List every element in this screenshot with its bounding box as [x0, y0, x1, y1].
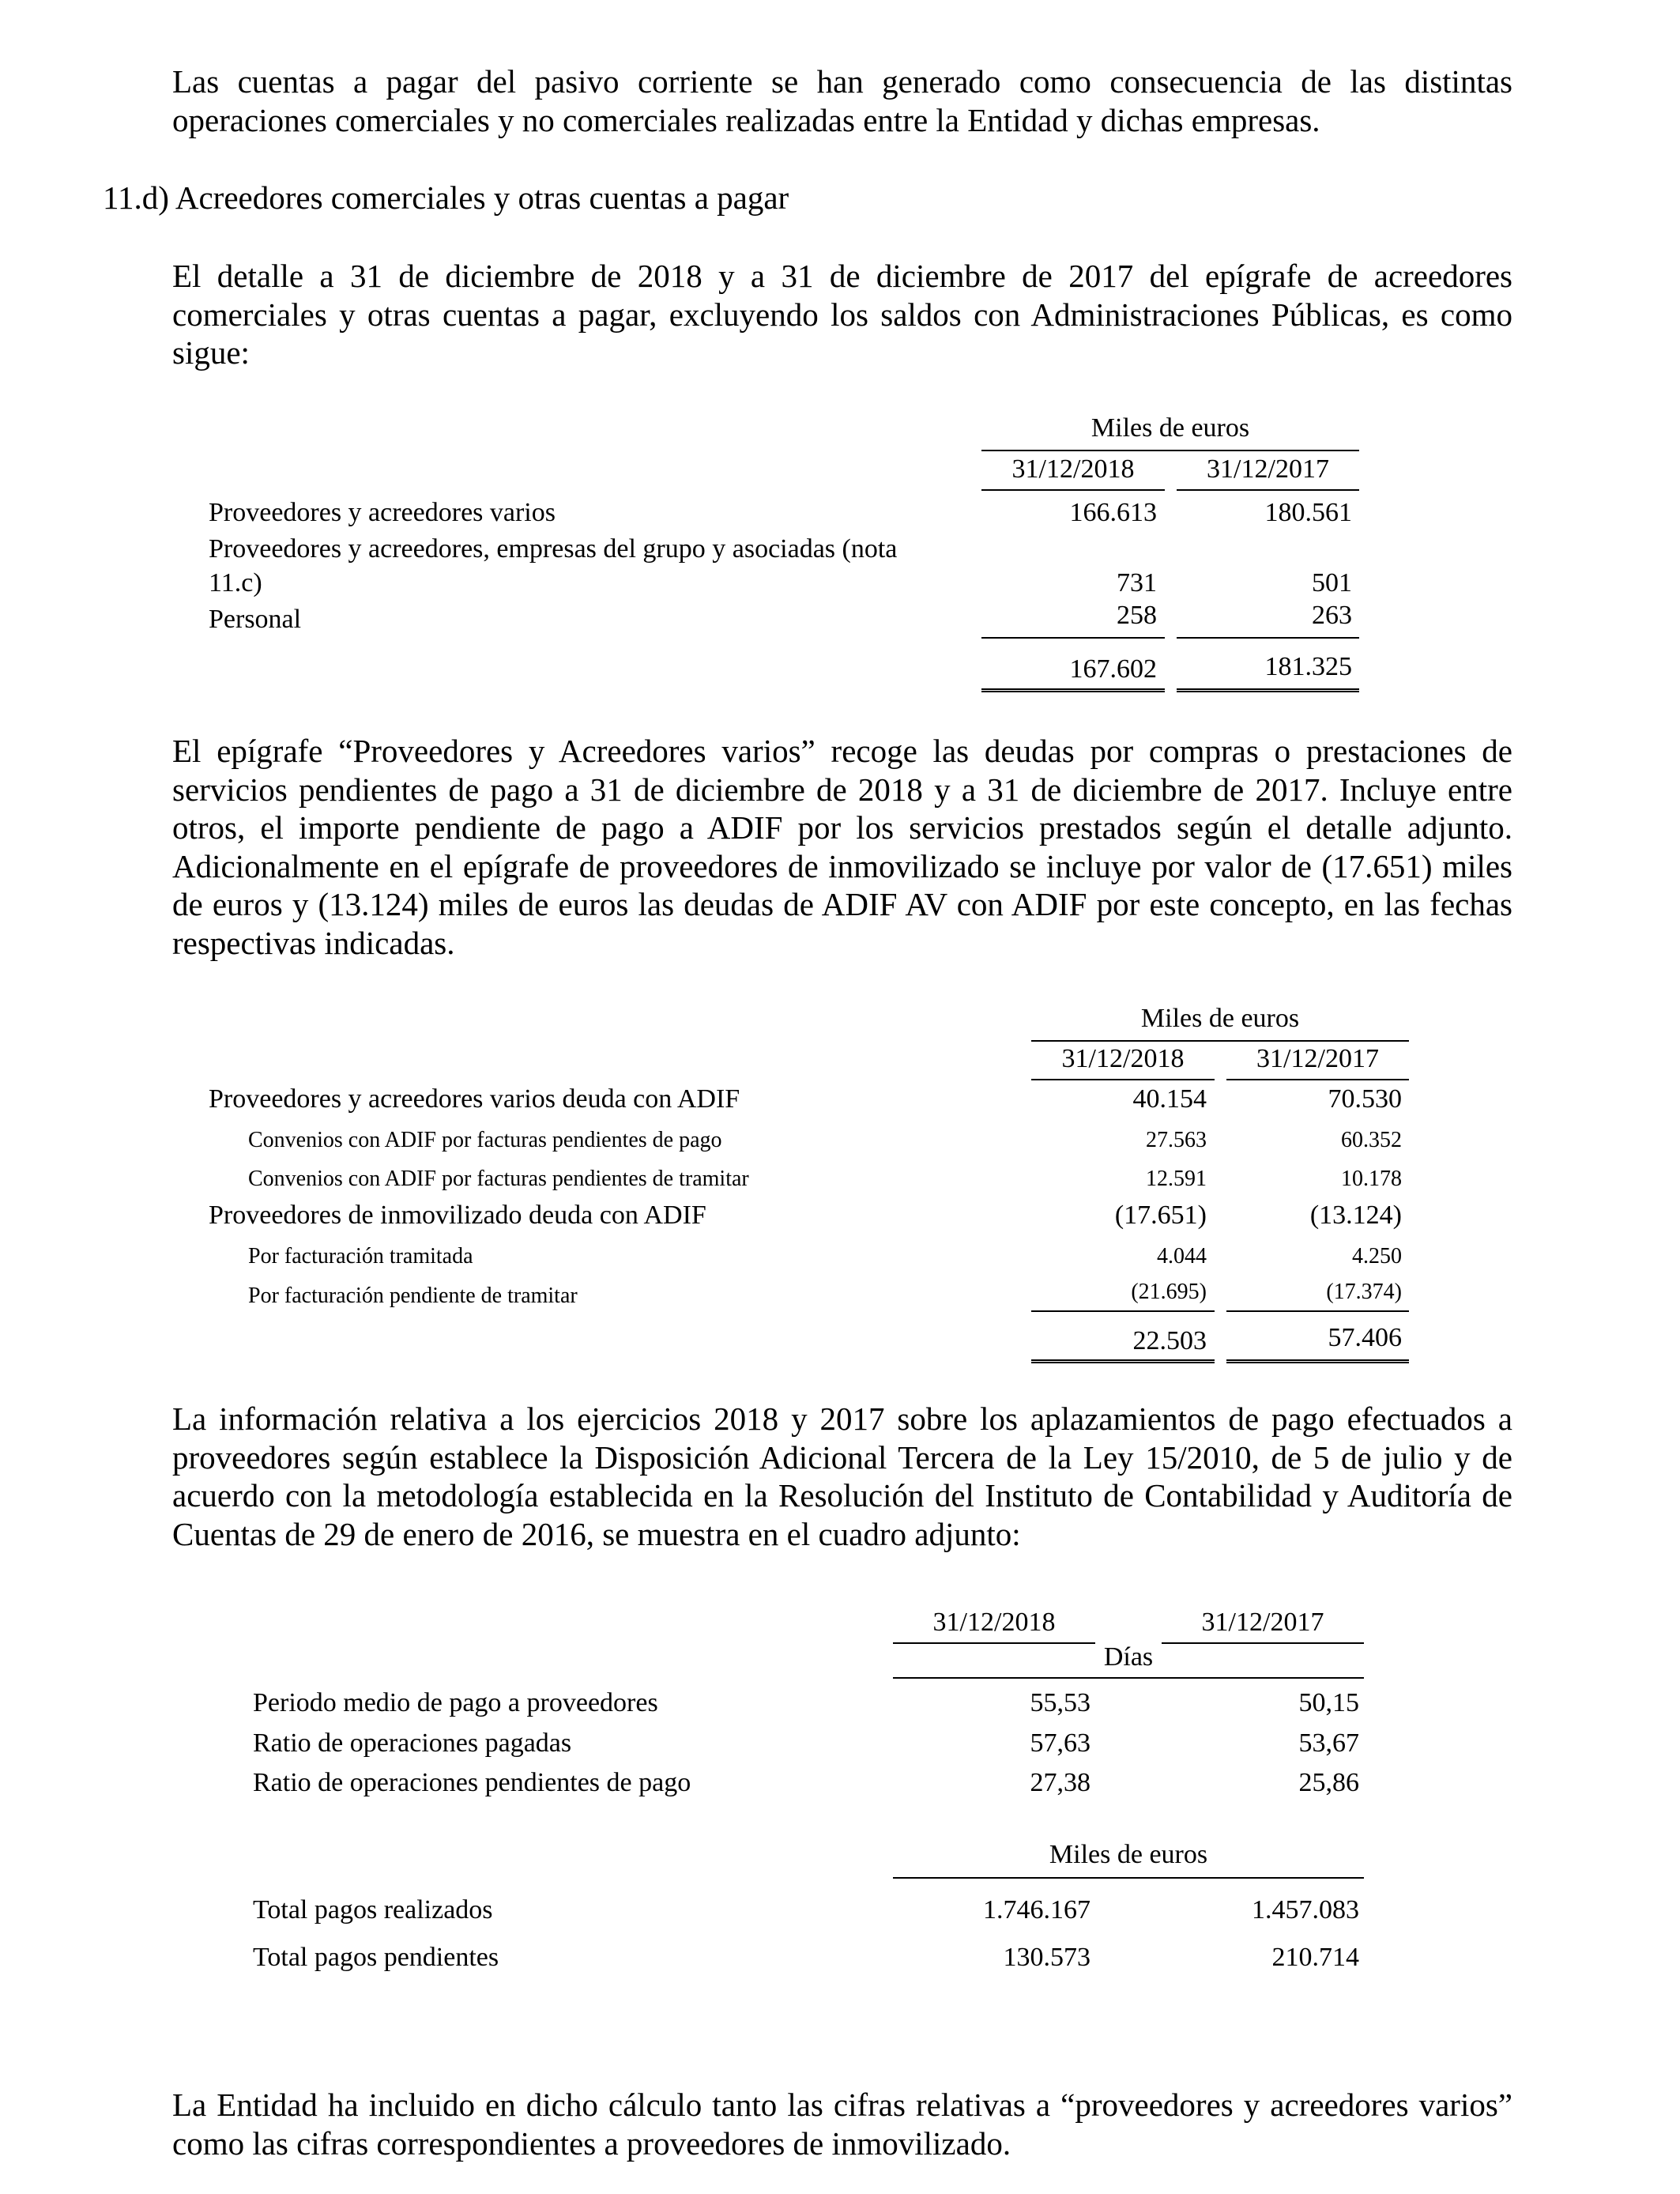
table2-row-value-2018: 40.154: [1132, 1084, 1207, 1114]
intro-paragraph: Las cuentas a pagar del pasivo corriente se han generado como consecuencia de las distintas operaciones comerciales y no comerciales realizadas entre la Entidad y dichas empresas.: [172, 63, 1512, 138]
table2-row-label: Por facturación pendiente de tramitar: [248, 1284, 578, 1308]
table3-row-value-2017: 53,67: [1298, 1728, 1359, 1758]
table1-total-double-rule-2018: [981, 688, 1165, 692]
table1-total-2018: 167.602: [1069, 654, 1157, 684]
table2-row-value-2017: (13.124): [1309, 1201, 1402, 1230]
table2-col-2018: 31/12/2018: [1061, 1044, 1185, 1073]
table3-row-value-2017: 1.457.083: [1252, 1895, 1359, 1924]
table3-row-value-2018: 27,38: [1030, 1768, 1090, 1797]
table2-total-double-rule-2017: [1226, 1359, 1409, 1363]
table3-row-label: Total pagos realizados: [253, 1895, 493, 1924]
table1-header-rule-2018: [981, 489, 1165, 491]
table1-row-value-2018: 166.613: [1069, 498, 1157, 527]
table2-row-value-2017: 60.352: [1341, 1128, 1402, 1152]
table1-col-2018: 31/12/2018: [1011, 454, 1135, 484]
table3-col-2018: 31/12/2018: [932, 1608, 1056, 1637]
table1-row-value-2017: 263: [1312, 601, 1352, 630]
table2-total-2017: 57.406: [1328, 1323, 1402, 1352]
table1-row-label: Personal: [209, 605, 302, 634]
table3-row-value-2017: 25,86: [1298, 1768, 1359, 1797]
table2-unit: Miles de euros: [1140, 1004, 1300, 1033]
table2-row-label: Proveedores de inmovilizado deuda con ADIF: [209, 1201, 706, 1230]
table2-row-value-2017: 4.250: [1352, 1244, 1402, 1269]
payments-paragraph: La información relativa a los ejercicios 2018 y 2017 sobre los aplazamientos de pago efectuados a proveedores según establece la Disposición Adicional Tercera de la Ley 15/2010, de 5 de julio y de acuerdo con la metodología establecida en la Resolución del Instituto de Contabilidad y Auditoría de Cuentas de 29 de enero de 2016, se muestra en el cuadro adjunto:: [172, 1400, 1512, 1552]
table3-days-rule: [893, 1677, 1364, 1679]
table2-row-label: Convenios con ADIF por facturas pendientes de tramitar: [248, 1167, 749, 1191]
table1-row-value-2018: 731: [1117, 568, 1157, 598]
table3-row-value-2018: 1.746.167: [983, 1895, 1090, 1924]
table1-total-double-rule-2017: [1177, 688, 1359, 692]
adif-paragraph: El epígrafe “Proveedores y Acreedores varios” recoge las deudas por compras o prestaciones de servicios pendientes de pago a 31 de diciembre de 2018 y a 31 de diciembre de 2017. Incluye entre otros, el importe pendiente de pago a ADIF por los servicios prestados según el detalle adjunto. Adicionalmente en el epígrafe de proveedores de inmovilizado se incluye por valor de (17.651) miles de euros y (13.124) miles de euros las deudas de ADIF AV con ADIF por este concepto, en las fechas respectivas indicadas.: [172, 733, 1512, 961]
table2-row-label: Convenios con ADIF por facturas pendientes de pago: [248, 1128, 722, 1152]
table1-row-value-2017: 501: [1312, 568, 1352, 598]
section-heading: 11.d) Acreedores comerciales y otras cuentas a pagar: [103, 179, 789, 216]
table3-row-label: Periodo medio de pago a proveedores: [253, 1688, 658, 1717]
table3-row-label: Ratio de operaciones pendientes de pago: [253, 1768, 691, 1797]
table3-col-2017: 31/12/2017: [1201, 1608, 1324, 1637]
table1-subtotal-rule-2018: [981, 637, 1165, 639]
table2-header-rule-2017: [1226, 1079, 1409, 1080]
table3-row-value-2018: 55,53: [1030, 1688, 1090, 1717]
table1-unit-rule: [981, 450, 1359, 451]
table3-row-label: Ratio de operaciones pagadas: [253, 1728, 572, 1758]
table2-total-2018: 22.503: [1132, 1326, 1207, 1355]
table2-row-value-2017: 70.530: [1328, 1084, 1402, 1114]
table2-row-value-2018: 12.591: [1146, 1167, 1207, 1191]
table3-row-value-2018: 130.573: [1003, 1943, 1090, 1972]
table2-row-value-2017: (17.374): [1326, 1280, 1402, 1304]
table1-col-2017: 31/12/2017: [1207, 454, 1329, 484]
table1-row-value-2017: 180.561: [1264, 498, 1352, 527]
table2-total-double-rule-2018: [1031, 1359, 1215, 1363]
table3-row-label: Total pagos pendientes: [253, 1943, 499, 1972]
table2-col-2017: 31/12/2017: [1256, 1044, 1379, 1073]
table2-row-value-2018: 4.044: [1157, 1244, 1207, 1269]
table2-subtotal-rule-2017: [1226, 1310, 1409, 1312]
table2-row-value-2018: (21.695): [1131, 1280, 1207, 1304]
closing-paragraph: La Entidad ha incluido en dicho cálculo tanto las cifras relativas a “proveedores y acreedores varios” como las cifras correspondientes a proveedores de inmovilizado.: [172, 2087, 1512, 2162]
table3-unit-euros: Miles de euros: [1049, 1840, 1208, 1869]
table2-row-value-2018: (17.651): [1114, 1201, 1207, 1230]
table2-header-rule-2018: [1031, 1079, 1215, 1080]
table3-euros-rule: [893, 1877, 1364, 1879]
table1-subtotal-rule-2017: [1177, 637, 1359, 639]
table3-row-value-2017: 50,15: [1298, 1688, 1359, 1717]
table2-row-label: Proveedores y acreedores varios deuda con ADIF: [209, 1084, 740, 1114]
table2-subtotal-rule-2018: [1031, 1310, 1215, 1312]
table1-row-label: Proveedores y acreedores, empresas del grupo y asociadas (nota: [209, 534, 898, 564]
table3-unit-days: Días: [1103, 1642, 1154, 1672]
table2-row-value-2018: 27.563: [1146, 1128, 1207, 1152]
table1-row-label-cont: 11.c): [209, 568, 262, 598]
table1-row-label: Proveedores y acreedores varios: [209, 498, 556, 527]
table3-row-value-2018: 57,63: [1030, 1728, 1090, 1758]
table1-unit: Miles de euros: [1090, 413, 1250, 443]
table1-header-rule-2017: [1177, 489, 1359, 491]
table2-unit-rule: [1031, 1040, 1409, 1042]
table1-total-2017: 181.325: [1264, 652, 1352, 681]
table2-row-label: Por facturación tramitada: [248, 1244, 473, 1269]
detail-paragraph: El detalle a 31 de diciembre de 2018 y a 31 de diciembre de 2017 del epígrafe de acreedores comerciales y otras cuentas a pagar, excluyendo los saldos con Administraciones Públicas, es como sigue:: [172, 258, 1512, 371]
table1-row-value-2018: 258: [1117, 601, 1157, 630]
table2-row-value-2017: 10.178: [1341, 1167, 1402, 1191]
table3-row-value-2017: 210.714: [1271, 1943, 1359, 1972]
